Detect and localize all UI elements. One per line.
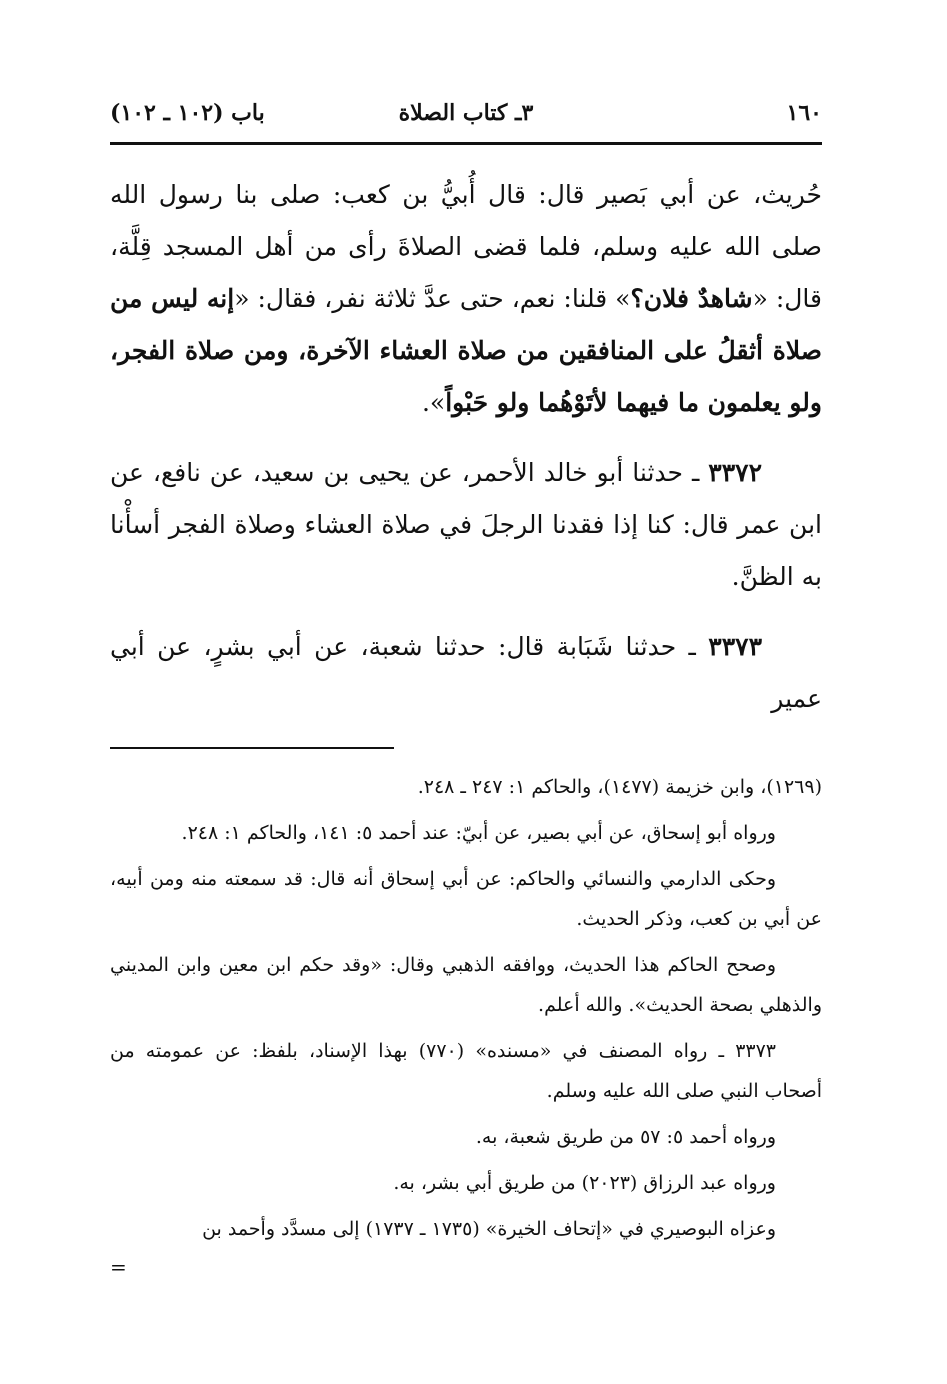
footnote-line: وعزاه البوصيري في «إتحاف الخيرة» (١٧٣٥ ـ ١٧٣٧) إلى مسدَّد وأحمد بن bbox=[202, 1218, 776, 1240]
running-header bbox=[110, 92, 822, 136]
footnote-line: ورواه أحمد ٥: ٥٧ من طريق شعبة، به. bbox=[475, 1126, 776, 1148]
footnote-line: ورواه أبو إسحاق، عن أبي بصير، عن أبيّ: عند أحمد ٥: ١٤١، والحاكم ١: ٢٤٨. bbox=[181, 822, 776, 844]
footnote-line: وحكى الدارمي والنسائي والحاكم: عن أبي إسحاق أنه قال: قد سمعته منه ومن أبيه، عن أبي بن كعب، وذكر الحديث. bbox=[110, 868, 822, 930]
hadith-text: ـ حدثنا شَبَابة قال: حدثنا شعبة، عن أبي بشرٍ، عن أبي عمير bbox=[110, 632, 822, 713]
page bbox=[110, 92, 822, 1279]
footnote-line: ورواه عبد الرزاق (٢٠٢٣) من طريق أبي بشر، به. bbox=[393, 1172, 776, 1194]
hadith-paragraph bbox=[110, 447, 822, 603]
hadith-number: ٣٣٧٢ bbox=[708, 458, 762, 487]
hadith-paragraph bbox=[110, 621, 822, 725]
page-number: ١٦٠ bbox=[786, 100, 822, 126]
footnote-line: (١٢٦٩)، وابن خزيمة (١٤٧٧)، والحاكم ١: ٢٤٧ ـ ٢٤٨. bbox=[417, 776, 822, 798]
quoted-speech-bold: إنه ليس من صلاة أثقلُ على المنافقين من صلاة العشاء الآخرة، ومن صلاة الفجر، ولو يعلمون ما فيهما لأتَوْهُما ولو حَبْواً bbox=[110, 284, 822, 417]
hadith-paragraph bbox=[110, 169, 822, 429]
footnote-rule bbox=[110, 747, 394, 749]
quoted-speech-bold: شاهدٌ فلان؟ bbox=[630, 284, 753, 313]
header-rule bbox=[110, 142, 822, 145]
chapter-range: باب (١٠٢ ـ ١٠٢) bbox=[110, 100, 265, 126]
hadith-number: ٣٣٧٣ bbox=[708, 632, 762, 661]
book-title: ٣ـ كتاب الصلاة bbox=[398, 100, 534, 126]
footnotes bbox=[110, 767, 822, 1279]
footnote-line: وصحح الحاكم هذا الحديث، ووافقه الذهبي وقال: «وقد حكم ابن معين وابن المديني والذهلي بصحة الحديث». والله أعلم. bbox=[110, 954, 822, 1016]
text-run: ». bbox=[421, 388, 446, 417]
text-run: » قلنا: نعم، حتى عدَّ ثلاثة نفر، فقال: « bbox=[234, 284, 631, 313]
continuation-mark: = bbox=[110, 1255, 127, 1279]
hadith-text: ـ حدثنا أبو خالد الأحمر، عن يحيى بن سعيد، عن نافع، عن ابن عمر قال: كنا إذا فقدنا الرجلَ في صلاة العشاء وصلاة الفجر أسأْنا به الظنَّ. bbox=[110, 458, 822, 591]
text-run: حُريث، عن أبي بَصير قال: قال أُبيُّ بن كعب: صلى بنا رسول الله صلى الله عليه وسلم، فلما قضى الصلاةَ رأى من أهل المسجد قِلَّة، قال: « bbox=[110, 180, 822, 313]
footnote-line: ٣٣٧٣ ـ رواه المصنف في «مسنده» (٧٧٠) بهذا الإسناد، بلفظ: عن عمومته من أصحاب النبي صلى الله عليه وسلم. bbox=[110, 1040, 822, 1102]
main-text bbox=[110, 169, 822, 725]
